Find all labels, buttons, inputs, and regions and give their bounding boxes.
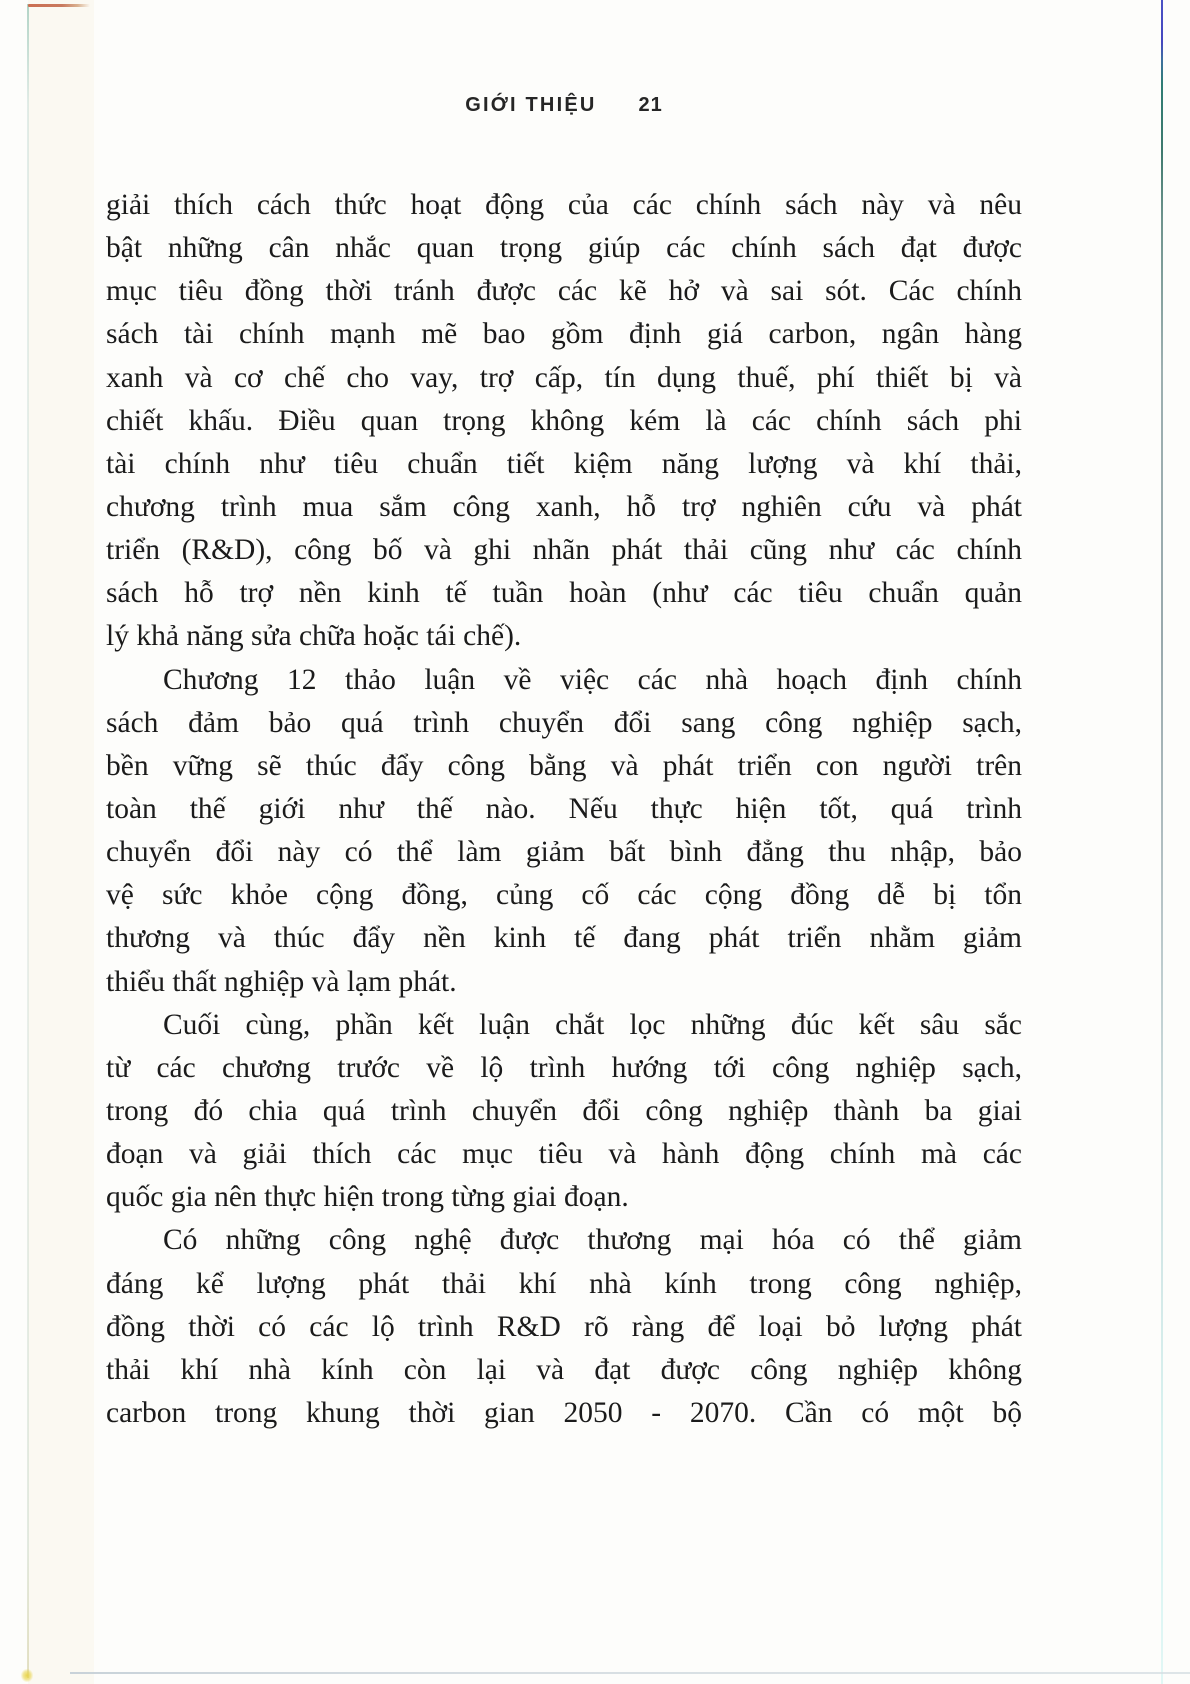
text-line: sách tài chính mạnh mẽ bao gồm định giá carbon, ngân hàng (106, 318, 1022, 351)
text-line: toàn thế giới như thế nào. Nếu thực hiện tốt, quá trình (106, 792, 1022, 825)
running-head (106, 94, 1022, 117)
text-line: lý khả năng sửa chữa hoặc tái chế). (106, 620, 522, 653)
text-line: đoạn và giải thích các mục tiêu và hành động chính mà các (106, 1138, 1022, 1171)
chapter-title: GIỚI THIỆU (465, 94, 597, 116)
scan-left-margin-strip (28, 0, 94, 1684)
text-line: triển (R&D), công bố và ghi nhãn phát thải cũng như các chính (106, 534, 1022, 567)
scan-bottom-edge-line (70, 1672, 1190, 1674)
page-number: 21 (638, 94, 663, 116)
text-line: bật những cân nhắc quan trọng giúp các chính sách đạt được (106, 232, 1022, 265)
text-line: bền vững sẽ thúc đẩy công bằng và phát triển con người trên (106, 749, 1022, 782)
page-content (106, 184, 1022, 1435)
text-line: đồng thời có các lộ trình R&D rõ ràng để loại bỏ lượng phát (106, 1310, 1022, 1343)
paragraph (106, 1004, 1022, 1220)
text-line: chiết khấu. Điều quan trọng không kém là các chính sách phi (106, 404, 1022, 437)
paragraph (106, 1219, 1022, 1435)
text-line: vệ sức khỏe cộng đồng, củng cố các cộng đồng dễ bị tổn (106, 879, 1022, 912)
text-line: từ các chương trước về lộ trình hướng tới công nghiệp sạch, (106, 1051, 1022, 1084)
text-line: tài chính như tiêu chuẩn tiết kiệm năng lượng và khí thải, (106, 447, 1022, 480)
scan-right-edge-line (1161, 0, 1163, 1684)
text-line: đáng kể lượng phát thải khí nhà kính trong công nghiệp, (106, 1267, 1022, 1300)
text-line: Chương 12 thảo luận về việc các nhà hoạch định chính (163, 663, 1022, 696)
text-line: sách đảm bảo quá trình chuyển đổi sang công nghiệp sạch, (106, 706, 1022, 739)
paragraph (106, 184, 1022, 659)
text-line: quốc gia nên thực hiện trong từng giai đoạn. (106, 1181, 629, 1214)
text-line: thiểu thất nghiệp và lạm phát. (106, 965, 457, 998)
text-line: sách hỗ trợ nền kinh tế tuần hoàn (như các tiêu chuẩn quản (106, 577, 1022, 610)
text-line: chương trình mua sắm công xanh, hỗ trợ nghiên cứu và phát (106, 490, 1022, 523)
text-line: thải khí nhà kính còn lại và đạt được công nghiệp không (106, 1353, 1022, 1386)
text-line: thương và thúc đẩy nền kinh tế đang phát triển nhằm giảm (106, 922, 1022, 955)
scan-top-corner-mark (28, 4, 90, 7)
text-line: Có những công nghệ được thương mại hóa có thể giảm (163, 1224, 1022, 1257)
text-line: carbon trong khung thời gian 2050 - 2070. Cần có một bộ (106, 1396, 1022, 1429)
scan-bottom-corner-mark (21, 1669, 33, 1682)
text-line: Cuối cùng, phần kết luận chắt lọc những đúc kết sâu sắc (163, 1008, 1022, 1041)
scan-left-edge-line (27, 4, 29, 1678)
text-line: giải thích cách thức hoạt động của các chính sách này và nêu (106, 189, 1022, 221)
text-line: chuyển đổi này có thể làm giảm bất bình đẳng thu nhập, bảo (106, 836, 1022, 869)
text-line: trong đó chia quá trình chuyển đổi công nghiệp thành ba giai (106, 1094, 1022, 1127)
text-line: xanh và cơ chế cho vay, trợ cấp, tín dụng thuế, phí thiết bị và (106, 361, 1022, 394)
paragraph (106, 659, 1022, 1004)
text-line: mục tiêu đồng thời tránh được các kẽ hở và sai sót. Các chính (106, 275, 1022, 308)
